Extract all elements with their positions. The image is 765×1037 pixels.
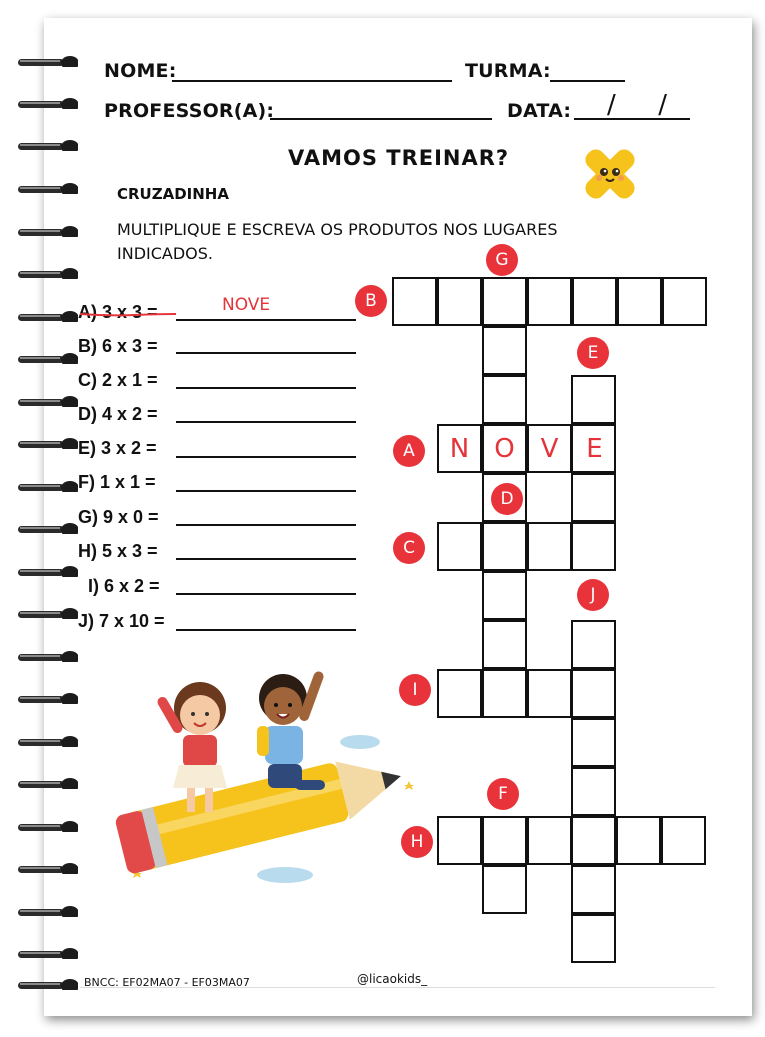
turma-label: TURMA: (465, 60, 551, 82)
spiral-ring (18, 978, 78, 990)
badge-e: E (577, 337, 609, 369)
answer-a: NOVE (222, 295, 271, 315)
crossword-cell[interactable] (571, 669, 616, 718)
crossword-cell[interactable] (616, 816, 661, 865)
badge-h: H (401, 826, 433, 858)
crossword-cell[interactable] (571, 914, 616, 963)
crossword-cell[interactable] (571, 816, 616, 865)
page-title: VAMOS TREINAR? (288, 146, 510, 170)
data-label: DATA: (507, 100, 572, 122)
spiral-ring (18, 565, 78, 577)
crossword-cell[interactable] (482, 669, 527, 718)
instructions-text: MULTIPLIQUE E ESCREVA OS PRODUTOS NOS LUGARES INDICADOS. (117, 220, 558, 263)
badge-j: J (577, 579, 609, 611)
question-g: G) 9 x 0 = (78, 507, 159, 527)
crossword-cell[interactable] (527, 522, 572, 571)
spiral-ring (18, 139, 78, 151)
answer-line-h[interactable] (176, 558, 356, 560)
crossword-cell[interactable] (482, 326, 527, 375)
crossword-cell[interactable] (482, 375, 527, 424)
author-handle: @licaokids_ (357, 972, 428, 986)
crossword-cell[interactable] (572, 277, 617, 326)
badge-c: C (393, 532, 425, 564)
badge-i: I (399, 674, 431, 706)
spiral-ring (18, 692, 78, 704)
spiral-ring (18, 480, 78, 492)
professor-line[interactable] (270, 118, 492, 120)
question-h: H) 5 x 3 = (78, 541, 158, 561)
answer-line-f[interactable] (176, 490, 356, 492)
crossword-cell[interactable] (437, 816, 482, 865)
spiral-ring (18, 947, 78, 959)
section-subtitle: CRUZADINHA (117, 185, 229, 203)
answer-line-d[interactable] (176, 421, 356, 423)
badge-b: B (355, 285, 387, 317)
crossword-cell[interactable] (571, 718, 616, 767)
crossword-cell[interactable] (437, 522, 482, 571)
answer-line-a[interactable] (176, 319, 356, 321)
spiral-ring (18, 607, 78, 619)
badge-f: F (487, 778, 519, 810)
crossword-cell[interactable] (571, 522, 616, 571)
spiral-ring (18, 650, 78, 662)
question-i: I) 6 x 2 = (88, 576, 160, 596)
question-c: C) 2 x 1 = (78, 370, 158, 390)
question-d: D) 4 x 2 = (78, 404, 158, 424)
professor-label: PROFESSOR(A): (104, 100, 275, 122)
crossword-cell[interactable] (392, 277, 437, 326)
bncc-code: BNCC: EF02MA07 - EF03MA07 (84, 976, 250, 989)
badge-d: D (491, 483, 523, 515)
crossword-cell[interactable] (617, 277, 662, 326)
spiral-ring (18, 182, 78, 194)
answer-line-j[interactable] (176, 629, 356, 631)
crossword-cell[interactable] (571, 473, 616, 522)
question-b: B) 6 x 3 = (78, 336, 158, 356)
crossword-cell[interactable] (527, 277, 572, 326)
turma-line[interactable] (550, 80, 625, 82)
date-slashes: / / (607, 90, 668, 120)
spiral-ring (18, 437, 78, 449)
answer-line-g[interactable] (176, 524, 356, 526)
question-e: E) 3 x 2 = (78, 438, 157, 458)
spiral-ring (18, 97, 78, 109)
spiral-ring (18, 820, 78, 832)
crossword-letter: O (494, 433, 515, 464)
mascot-x-icon (575, 143, 645, 205)
question-f: F) 1 x 1 = (78, 472, 156, 492)
crossword-letter: N (449, 433, 470, 464)
spiral-ring (18, 522, 78, 534)
badge-a: A (393, 435, 425, 467)
crossword-cell[interactable] (571, 767, 616, 816)
question-j: J) 7 x 10 = (78, 611, 165, 631)
spiral-ring (18, 225, 78, 237)
spiral-ring (18, 267, 78, 279)
question-a: A) 3 x 3 = (78, 302, 158, 322)
spiral-ring (18, 352, 78, 364)
crossword-cell[interactable] (437, 277, 482, 326)
nome-label: NOME: (104, 60, 177, 82)
crossword-letter: E (586, 433, 603, 464)
spiral-ring (18, 55, 78, 67)
spiral-ring (18, 395, 78, 407)
spiral-ring (18, 310, 78, 322)
crossword-cell[interactable] (571, 375, 616, 424)
badge-g: G (486, 244, 518, 276)
answer-line-b[interactable] (176, 352, 356, 354)
crossword-cell[interactable] (571, 620, 616, 669)
answer-line-e[interactable] (176, 456, 356, 458)
crossword-cell[interactable] (662, 277, 707, 326)
crossword-cell[interactable] (482, 816, 527, 865)
answer-line-c[interactable] (176, 387, 356, 389)
strike-mark (78, 308, 178, 320)
crossword-cell[interactable] (482, 571, 527, 620)
spiral-ring (18, 735, 78, 747)
crossword-cell[interactable] (527, 816, 572, 865)
crossword-cell[interactable] (661, 816, 706, 865)
nome-line[interactable] (172, 80, 452, 82)
spiral-ring (18, 905, 78, 917)
crossword-cell[interactable] (571, 865, 616, 914)
crossword-cell[interactable] (437, 669, 482, 718)
crossword-cell[interactable] (482, 620, 527, 669)
kids-on-pencil-illustration (105, 660, 435, 900)
answer-line-i[interactable] (176, 593, 356, 595)
crossword-cell[interactable] (482, 865, 527, 914)
crossword-cell[interactable] (482, 522, 527, 571)
spiral-ring (18, 862, 78, 874)
spiral-ring (18, 777, 78, 789)
crossword-cell[interactable] (482, 277, 527, 326)
crossword-letter: V (540, 433, 559, 464)
crossword-cell[interactable] (527, 669, 572, 718)
